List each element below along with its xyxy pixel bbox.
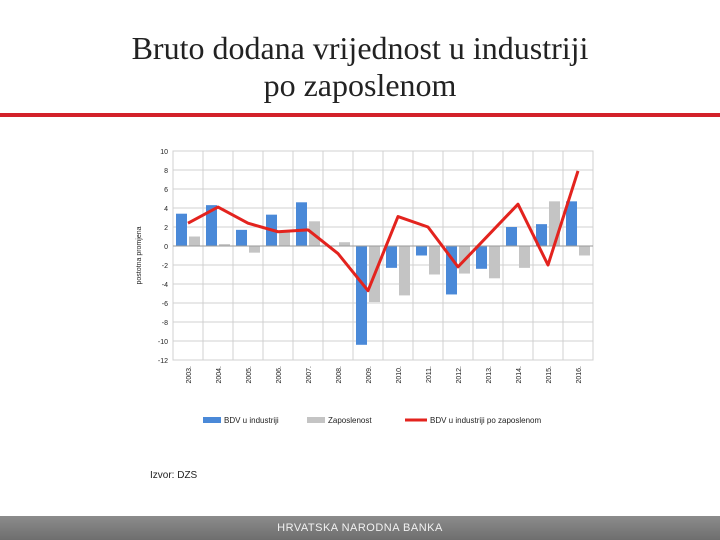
bar-bdv [476,246,487,269]
bar-zaposlenost [249,246,260,253]
bar-zaposlenost [279,232,290,246]
x-tick-label: 2012. [456,366,463,384]
y-tick-label: 4 [164,206,168,213]
bar-zaposlenost [429,246,440,275]
y-tick-label: 10 [160,149,168,156]
footer-label: HRVATSKA NARODNA BANKA [277,522,443,534]
bar-zaposlenost [189,237,200,247]
x-tick-label: 2003. [186,366,193,384]
x-tick-label: 2005. [246,366,253,384]
x-tick-label: 2010. [396,366,403,384]
legend-label: BDV u industriji po zaposlenom [430,416,542,425]
y-tick-label: -2 [161,263,168,270]
y-tick-label: 8 [164,168,168,175]
legend-swatch [307,417,325,423]
legend-swatch [203,417,221,423]
footer-bar [0,516,720,540]
y-tick-label: -12 [157,358,168,365]
y-tick-label: -10 [157,339,168,346]
bar-bdv [416,246,427,256]
y-tick-label: 0 [164,244,168,251]
legend-label: Zaposlenost [328,416,372,425]
bar-bdv [506,227,517,246]
bar-zaposlenost [399,246,410,295]
x-tick-label: 2004. [216,366,223,384]
slide-title-line-2: po zaposlenom [263,67,457,103]
x-tick-label: 2006. [276,366,283,384]
x-tick-label: 2007. [306,366,313,384]
x-tick-label: 2013. [486,366,493,384]
bar-bdv [356,246,367,345]
y-tick-label: -4 [161,282,168,289]
y-axis-label: postotna promjena [136,226,143,285]
bar-zaposlenost [549,201,560,246]
x-tick-label: 2016. [576,366,583,384]
legend-label: BDV u industriji [224,416,279,425]
y-tick-label: 2 [164,225,168,232]
bar-bdv [386,246,397,268]
bar-bdv [296,202,307,246]
x-tick-label: 2009. [366,366,373,384]
source-note: Izvor: DZS [150,470,198,481]
bar-bdv [236,230,247,246]
bar-zaposlenost [519,246,530,268]
bar-bdv [176,214,187,246]
x-tick-label: 2008. [336,366,343,384]
x-tick-label: 2011. [426,366,433,383]
bar-zaposlenost [579,246,590,256]
y-tick-label: -6 [161,301,168,308]
y-tick-label: 6 [164,187,168,194]
x-tick-label: 2014. [516,366,523,384]
y-tick-label: -8 [161,320,168,327]
x-tick-label: 2015. [546,366,553,384]
bar-zaposlenost [489,246,500,278]
slide-title-line-1: Bruto dodana vrijednost u industriji [131,30,589,66]
bar-zaposlenost [339,242,350,246]
